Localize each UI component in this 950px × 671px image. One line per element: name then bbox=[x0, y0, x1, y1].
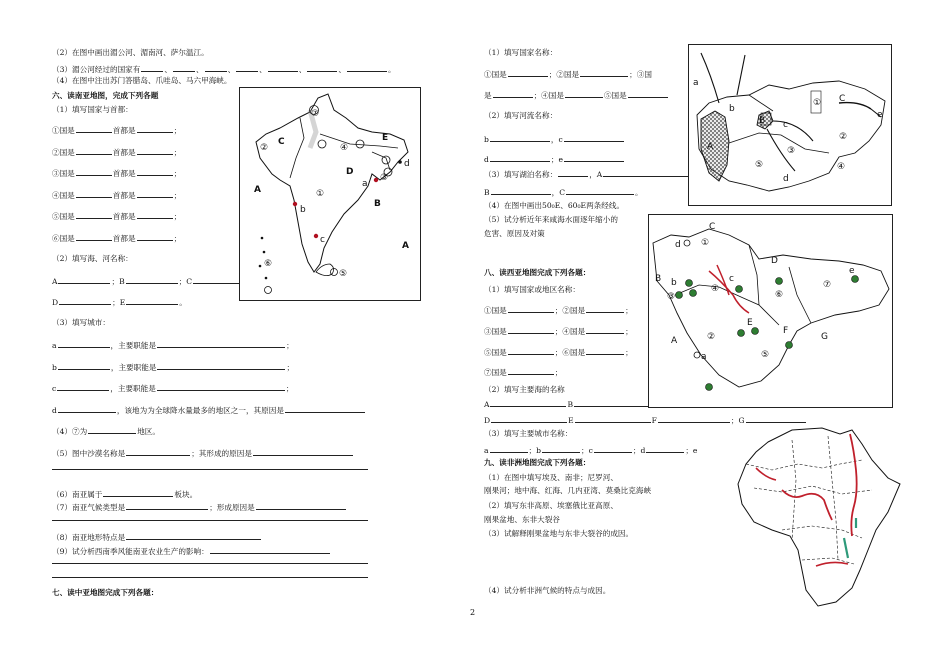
label-D: D bbox=[771, 256, 778, 266]
s6-q7: （7）南亚气候类型是 ；形成原因是 bbox=[52, 501, 347, 513]
s6-city-row: a ，主要职能是 ； bbox=[52, 341, 294, 350]
label-d: d bbox=[783, 174, 789, 184]
city-green-dot bbox=[738, 330, 745, 337]
s6-q4: （4）⑦为 地区。 bbox=[52, 427, 160, 436]
section-7-title: 七、读中亚地图完成下列各题： bbox=[52, 588, 159, 597]
label-4: ④ bbox=[837, 162, 846, 172]
label-6: ⑥ bbox=[775, 290, 784, 300]
s7-rivers-row2: d ；e bbox=[484, 153, 625, 165]
s9-q2a: （2）填写东非高原、埃塞俄比亚高原、 bbox=[484, 501, 618, 510]
label-1: ① bbox=[701, 238, 710, 248]
africa-map bbox=[732, 420, 902, 610]
answer-line[interactable] bbox=[52, 469, 368, 470]
intro-q3: （3）湄公河经过的国家有 、 、 、 、 、 、 。 bbox=[52, 65, 396, 74]
label-c: c bbox=[783, 120, 788, 130]
river-congo bbox=[782, 490, 832, 520]
s6-country-row: ②国是 首都是 ； bbox=[52, 148, 182, 157]
west-asia-map bbox=[648, 214, 893, 408]
label-a: a bbox=[693, 78, 699, 88]
label-3: ③ bbox=[667, 292, 676, 302]
city-dot-c bbox=[314, 234, 318, 238]
border-line bbox=[828, 436, 838, 560]
label-a: a bbox=[701, 352, 707, 362]
label-E: E bbox=[747, 318, 753, 328]
s6-seas-row2: D ；E 。 bbox=[52, 298, 187, 307]
label-3: ③ bbox=[380, 173, 389, 183]
border-line bbox=[782, 526, 862, 538]
label-A: A bbox=[707, 142, 714, 152]
capital-symbol bbox=[356, 140, 364, 148]
river-zambezi bbox=[816, 562, 848, 566]
s6-country-row: ①国是 首都是 ； bbox=[52, 126, 182, 135]
label-b: b bbox=[729, 104, 735, 114]
label-C: C bbox=[839, 94, 846, 104]
border-line bbox=[754, 486, 872, 494]
label-7: ⑦ bbox=[311, 109, 320, 119]
section-6-title: 六、读南亚地图，完成下列各题 bbox=[52, 91, 159, 100]
label-2: ② bbox=[839, 132, 848, 142]
label-A: A bbox=[671, 336, 678, 346]
s7-q3: （3）填写湖泊名称： ，A bbox=[484, 168, 702, 180]
border-line bbox=[290, 118, 304, 178]
s8-q3: （3）填写主要城市名称： bbox=[484, 429, 573, 438]
label-2: ② bbox=[260, 143, 269, 153]
label-5: ⑤ bbox=[755, 160, 764, 170]
africa-outline bbox=[738, 428, 900, 606]
label-B: B bbox=[655, 274, 662, 284]
west-asia-outline bbox=[653, 229, 889, 387]
south-asia-outline bbox=[256, 94, 408, 272]
city-green-dot bbox=[706, 384, 713, 391]
s7-lakes-row: B ，C 。 bbox=[484, 188, 643, 197]
intro-q4: （4）在图中注出苏门答腊岛、爪哇岛、马六甲海峡。 bbox=[52, 76, 232, 85]
label-D: D bbox=[346, 167, 354, 177]
label-4: ④ bbox=[711, 284, 720, 294]
s7-q4: （4）在图中画出50₀E、60₀E两条经线。 bbox=[484, 201, 625, 210]
label-b: b bbox=[300, 205, 306, 215]
s6-country-row: ④国是 首都是 ； bbox=[52, 191, 182, 200]
s7-q5a: （5）试分析近年来咸海水面逐年缩小的 bbox=[484, 215, 618, 224]
label-b: b bbox=[671, 278, 677, 288]
s7-q2: （2）填写河流名称： bbox=[484, 111, 558, 120]
s7-rivers-row1: b ，c bbox=[484, 133, 625, 145]
label-d: d bbox=[404, 159, 410, 169]
label-B: B bbox=[374, 199, 381, 209]
border-line bbox=[792, 440, 796, 540]
city-green-dot bbox=[676, 292, 683, 299]
label-5: ⑤ bbox=[761, 350, 770, 360]
label-1: ① bbox=[316, 189, 325, 199]
section-9-title: 九、读非洲地图完成下列各题： bbox=[484, 458, 591, 467]
label-A: A bbox=[254, 185, 261, 195]
s6-city-row: b ，主要职能是 ； bbox=[52, 363, 295, 372]
s8-seas-row2: D E F ；G bbox=[484, 414, 807, 426]
city-green-dot bbox=[686, 280, 693, 287]
city-green-dot bbox=[690, 290, 697, 297]
label-c: c bbox=[729, 274, 734, 284]
label-A-east: A bbox=[402, 241, 409, 251]
s8-row3: ⑤国是 ；⑥国是 ； bbox=[484, 348, 633, 357]
s8-q2: （2）填写主要海的名称 bbox=[484, 385, 565, 394]
capital-symbol bbox=[382, 156, 390, 164]
city-dot-a bbox=[374, 178, 378, 182]
city-green-dot bbox=[776, 278, 783, 285]
s8-seas-row1: A B bbox=[484, 398, 657, 410]
answer-line[interactable] bbox=[52, 577, 368, 578]
s9-q4: （4）试分析非洲气候的特点与成因。 bbox=[484, 586, 611, 595]
city-green-dot bbox=[852, 276, 859, 283]
city-green-dot bbox=[752, 328, 759, 335]
border-line bbox=[789, 267, 811, 323]
label-F: F bbox=[783, 326, 789, 336]
lake-marker bbox=[844, 538, 848, 558]
s7-row2: 是 ；④国是 ⑤国是 bbox=[484, 89, 669, 101]
river-a bbox=[701, 53, 719, 103]
border-line bbox=[749, 95, 773, 111]
river-b bbox=[737, 55, 745, 95]
s6-q9: （9）试分析西南季风能南亚农业生产的影响： bbox=[52, 545, 331, 557]
s6-q6: （6）南亚属于 板块。 bbox=[52, 490, 198, 499]
label-d: d bbox=[675, 240, 681, 250]
label-c: c bbox=[320, 235, 325, 245]
capital-symbol bbox=[318, 140, 326, 148]
s6-country-row: ⑤国是 首都是 ； bbox=[52, 212, 182, 221]
label-1: ① bbox=[813, 98, 822, 108]
intro-q2: （2）在图中画出湄公河、湄南河、萨尔温江。 bbox=[52, 48, 209, 57]
s6-country-row: ③国是 首都是 ； bbox=[52, 169, 182, 178]
s9-q3: （3）试解释刚果盆地与东非大裂谷的成因。 bbox=[484, 529, 634, 538]
s6-city-row: c ，主要职能是 ； bbox=[52, 384, 294, 393]
label-C: C bbox=[709, 222, 716, 232]
s8-row1: ①国是 ；②国是 ； bbox=[484, 306, 633, 315]
s6-q8: （8）南亚地形特点是 bbox=[52, 531, 262, 543]
river-line bbox=[372, 152, 390, 170]
label-4: ④ bbox=[340, 143, 349, 153]
city-symbol-a bbox=[694, 352, 700, 358]
city-symbol bbox=[684, 240, 690, 246]
s8-cities-row: a ；b ；c ；d ；e bbox=[484, 446, 698, 455]
label-e: e bbox=[849, 266, 855, 276]
s7-q1: （1）填写国家名称： bbox=[484, 48, 558, 57]
label-6: ⑥ bbox=[264, 259, 273, 269]
s8-q1: （1）填写国家或地区名称： bbox=[484, 285, 580, 294]
city-dot-b bbox=[293, 202, 297, 206]
label-G: G bbox=[821, 332, 828, 342]
label-a: a bbox=[362, 179, 368, 189]
label-7: ⑦ bbox=[823, 280, 832, 290]
label-e: e bbox=[877, 110, 883, 120]
s8-row2: ③国是 ；④国是 ； bbox=[484, 327, 633, 336]
s9-q1a: （1）在图中填写埃及、南非；尼罗河、 bbox=[484, 473, 618, 482]
city-green-dot bbox=[736, 286, 743, 293]
answer-line[interactable] bbox=[52, 563, 368, 564]
s6-city-d: d ，该地为为全球降水量最多的地区之一，其原因是 bbox=[52, 404, 366, 416]
s6-q3: （3）填写城市： bbox=[52, 318, 110, 327]
s7-q5b: 危害、原因及对策 bbox=[484, 229, 545, 238]
label-B: B bbox=[759, 116, 766, 126]
city-green-dot bbox=[786, 342, 793, 349]
south-asia-map bbox=[239, 87, 421, 301]
s6-q5: （5）图中沙漠名称是 ；其形成的原因是 bbox=[52, 447, 354, 459]
section-8-title: 八、读西亚地图完成下列各题： bbox=[484, 268, 591, 277]
s6-seas-row1: A ；B ；C bbox=[52, 275, 249, 287]
caspian-sea bbox=[701, 111, 729, 181]
s6-country-row: ⑥国是 首都是 ； bbox=[52, 234, 182, 243]
label-3: ③ bbox=[787, 146, 796, 156]
capital-symbol bbox=[265, 287, 272, 294]
s9-q1b: 刚果河；地中海、红海、几内亚湾、莫桑比克海峡 bbox=[484, 486, 652, 495]
page-number: 2 bbox=[470, 608, 476, 617]
river-c bbox=[773, 121, 813, 141]
label-5: ⑤ bbox=[339, 269, 348, 279]
s6-q2: （2）填写海、河名称： bbox=[52, 254, 133, 263]
label-C: C bbox=[278, 137, 285, 147]
label-2: ② bbox=[707, 332, 716, 342]
s7-row1: ①国是 ；②国是 ；③国 bbox=[484, 70, 652, 79]
border-line bbox=[746, 460, 862, 470]
s9-q2b: 刚果盆地、东非大裂谷 bbox=[484, 515, 560, 524]
border-line bbox=[749, 245, 759, 305]
city-dot-d bbox=[398, 160, 402, 164]
s6-q1: （1）填写国家与首都： bbox=[52, 105, 133, 114]
s8-row4: ⑦国是 ； bbox=[484, 368, 563, 377]
central-asia-map bbox=[688, 44, 892, 206]
label-E: E bbox=[382, 133, 389, 143]
answer-line[interactable] bbox=[52, 520, 368, 521]
